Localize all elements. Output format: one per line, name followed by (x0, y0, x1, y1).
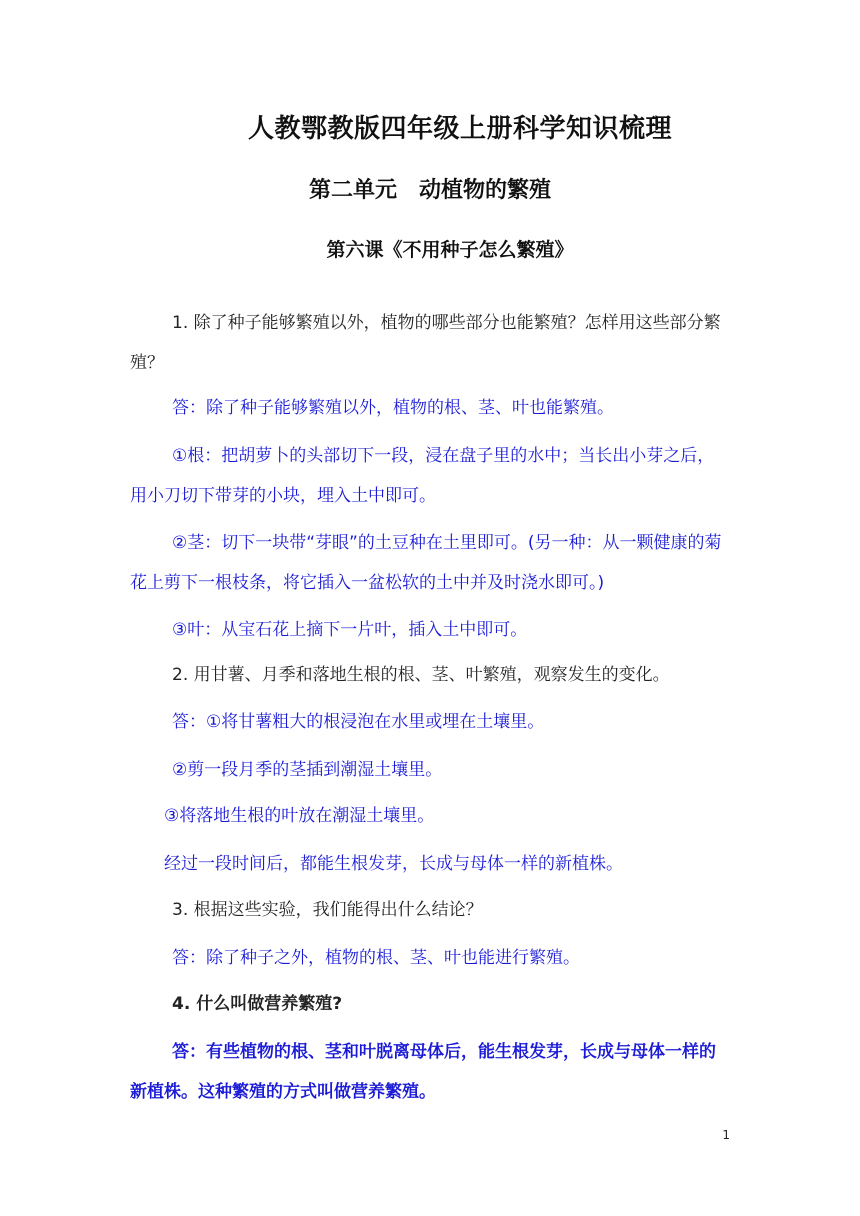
answer-2-part-3: ③将落地生根的叶放在潮湿土壤里。 (164, 806, 435, 826)
answer-1-leaf: ③叶：从宝石花上摘下一片叶，插入土中即可。 (172, 620, 528, 640)
question-1: 1. 除了种子能够繁殖以外，植物的哪些部分也能繁殖？怎样用这些部分繁殖？ (130, 313, 721, 373)
question-3: 3. 根据这些实验，我们能得出什么结论？ (172, 900, 483, 920)
page-number: 1 (722, 1128, 730, 1142)
answer-1-stem: ②茎：切下一块带“芽眼”的土豆种在土里即可。(另一种：从一颗健康的菊花上剪下一根枝条，将它插入一盆松软的土中并及时浇水即可。) (130, 533, 722, 593)
unit-heading: 第二单元 动植物的繁殖 (308, 178, 551, 203)
answer-2-part-2: ②剪一段月季的茎插到潮湿土壤里。 (172, 760, 443, 780)
document-title: 人教鄂教版四年级上册科学知识梳理 (247, 114, 672, 144)
question-2: 2. 用甘薯、月季和落地生根的根、茎、叶繁殖，观察发生的变化。 (172, 665, 670, 685)
answer-1-root: ①根：把胡萝卜的头部切下一段，浸在盘子里的水中；当长出小芽之后，用小刀切下带芽的小块，埋入土中即可。 (130, 446, 715, 506)
answer-1: 答：除了种子能够繁殖以外，植物的根、茎、叶也能繁殖。 (172, 398, 614, 418)
answer-2-conclusion: 经过一段时间后，都能生根发芽，长成与母体一样的新植株。 (164, 854, 623, 874)
answer-2-part-1: 答：①将甘薯粗大的根浸泡在水里或埋在土壤里。 (172, 712, 545, 732)
question-4: 4. 什么叫做营养繁殖? (172, 994, 343, 1014)
lesson-heading: 第六课《不用种子怎么繁殖》 (326, 239, 574, 261)
answer-4: 答：有些植物的根、茎和叶脱离母体后，能生根发芽，长成与母体一样的新植株。这种繁殖的方式叫做营养繁殖。 (130, 1042, 716, 1102)
answer-3: 答：除了种子之外，植物的根、茎、叶也能进行繁殖。 (172, 948, 580, 968)
